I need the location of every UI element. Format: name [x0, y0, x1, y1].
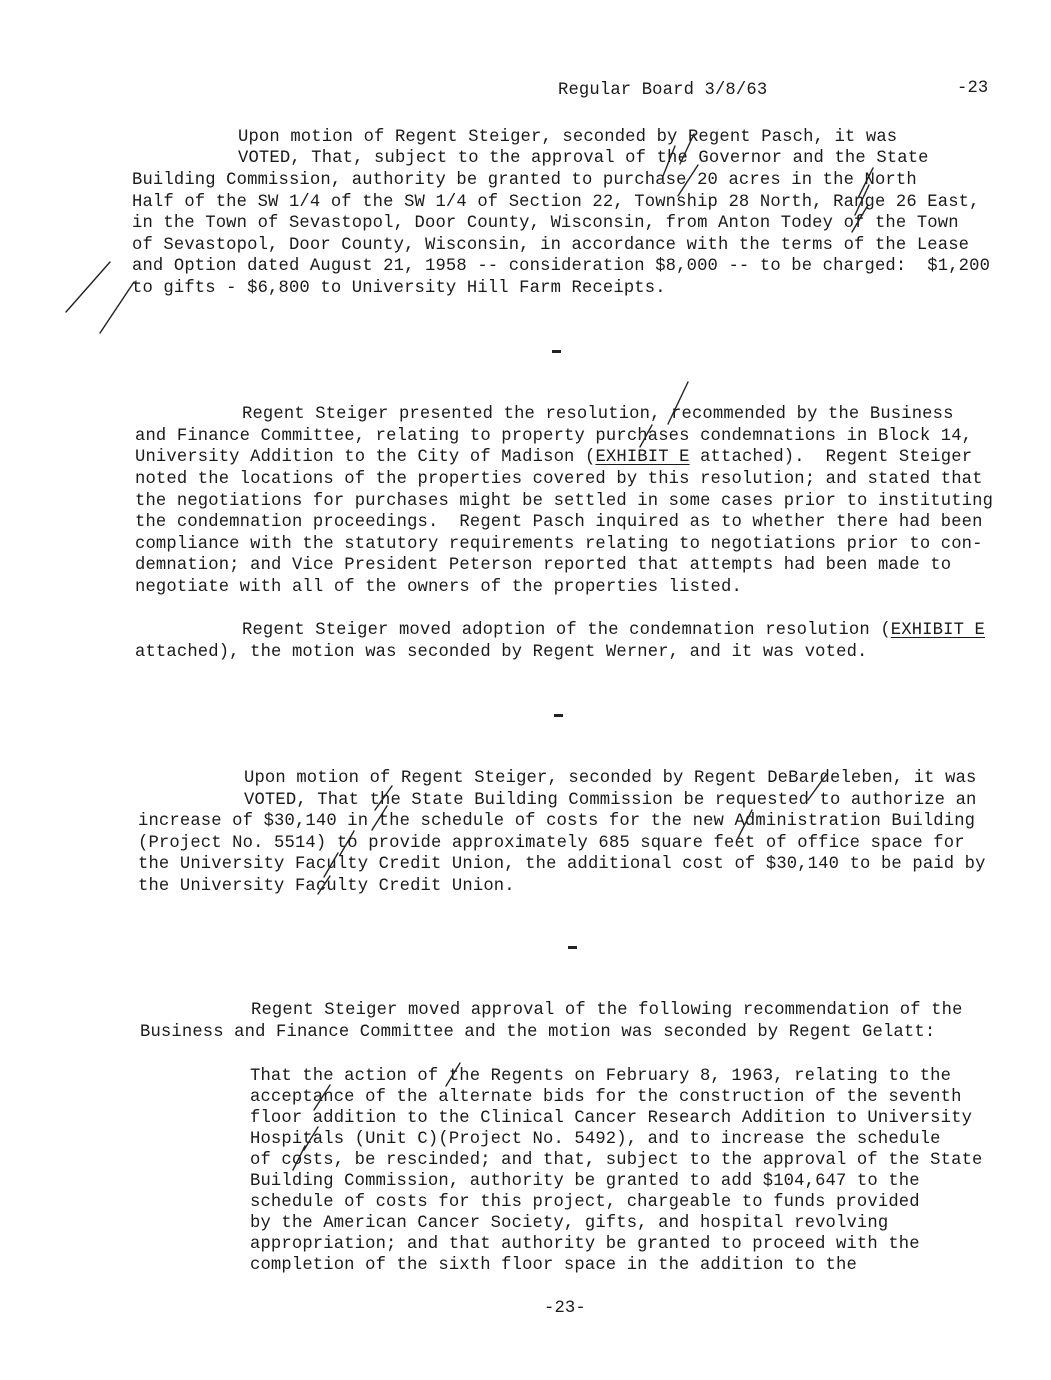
text-line: (Project No. 5514) to provide approximately 685 square feet of office space for — [138, 834, 965, 853]
text-check-mark — [738, 810, 752, 838]
text-line: the University Faculty Credit Union, the additional cost of $30,140 to be paid by — [138, 855, 986, 874]
text-line: of costs, be rescinded; and that, subject to the approval of the State — [250, 1151, 983, 1170]
text-line: Building Commission, authority be granted to add $104,647 to the — [250, 1172, 920, 1191]
text-check-mark — [372, 806, 387, 830]
text-line: demnation; and Vice President Peterson reported that attempts had been made to — [135, 556, 952, 575]
text-line: increase of $30,140 in the schedule of costs for the new Administration Building — [138, 812, 976, 831]
text-line: the condemnation proceedings. Regent Pasch inquired as to whether there had been — [135, 513, 983, 532]
text-line: VOTED, That, subject to the approval of the Governor and the State — [238, 149, 929, 168]
margin-check-mark — [66, 262, 110, 312]
text-line: completion of the sixth floor space in the addition to the — [250, 1256, 857, 1275]
text-line: Regent Steiger presented the resolution, recommended by the Business — [242, 405, 954, 424]
text-check-mark — [293, 1146, 305, 1170]
exhibit-reference: EXHIBIT E — [595, 448, 690, 467]
text-check-mark — [808, 775, 826, 800]
text-line: attached), the motion was seconded by Regent Werner, and it was voted. — [135, 643, 868, 662]
margin-check-mark — [100, 282, 134, 333]
text-line: Regent Steiger moved approval of the following recommendation of the — [251, 1001, 963, 1020]
text-line: compliance with the statutory requirements relating to negotiations prior to con- — [135, 535, 983, 554]
text-check-mark — [852, 205, 868, 232]
text-line: schedule of costs for this project, chargeable to funds provided — [250, 1193, 920, 1212]
text-line: the negotiations for purchases might be settled in some cases prior to instituting — [135, 492, 994, 511]
text-line: negotiate with all of the owners of the properties listed. — [135, 578, 742, 597]
header-page-number: -23 — [957, 79, 989, 98]
text-check-mark — [663, 146, 675, 176]
text-check-mark — [318, 876, 330, 894]
text-line: Half of the SW 1/4 of the SW 1/4 of Section 22, Township 28 North, Range 26 East, — [132, 193, 980, 212]
text-line: the University Faculty Credit Union. — [138, 877, 515, 896]
text-line: in the Town of Sevastopol, Door County, Wisconsin, from Anton Todey of the Town — [132, 214, 959, 233]
exhibit-reference: EXHIBIT E — [890, 621, 985, 640]
text-line: Business and Finance Committee and the motion was seconded by Regent Gelatt: — [140, 1023, 936, 1042]
text-check-mark — [304, 1127, 318, 1150]
text-line: by the American Cancer Society, gifts, and hospital revolving — [250, 1214, 889, 1233]
text-line: University Addition to the City of Madison (EXHIBIT E attached). Regent Steiger — [135, 448, 973, 467]
text-check-mark — [314, 1085, 330, 1110]
text-line: and Option dated August 21, 1958 -- consideration $8,000 -- to be charged: $1,200 — [132, 257, 991, 276]
footer-page-number: -23- — [544, 1299, 586, 1318]
text-line: Upon motion of Regent Steiger, seconded by Regent Pasch, it was — [238, 128, 898, 147]
text-line: VOTED, That the State Building Commission be requested to authorize an — [244, 791, 977, 810]
header-title: Regular Board 3/8/63 — [558, 81, 768, 100]
text-line: of Sevastopol, Door County, Wisconsin, in accordance with the terms of the Lease — [132, 236, 970, 255]
text-line: Upon motion of Regent Steiger, seconded by Regent DeBardeleben, it was — [244, 769, 977, 788]
text-check-mark — [340, 831, 354, 855]
text-line: floor addition to the Clinical Cancer Research Addition to University — [250, 1109, 973, 1128]
text-check-mark — [668, 382, 688, 424]
text-check-mark — [446, 1063, 460, 1086]
text-line: to gifts - $6,800 to University Hill Farm Receipts. — [132, 279, 666, 298]
text-line: appropriation; and that authority be granted to proceed with the — [250, 1235, 920, 1254]
text-check-mark — [680, 134, 694, 164]
text-line: Building Commission, authority be granted to purchase 20 acres in the North — [132, 171, 917, 190]
text-line: acceptance of the alternate bids for the construction of the seventh — [250, 1088, 962, 1107]
text-check-mark — [324, 853, 338, 877]
text-line: and Finance Committee, relating to property purchases condemnations in Block 14, — [135, 427, 973, 446]
text-check-mark — [640, 425, 652, 447]
text-line: That the action of the Regents on February 8, 1963, relating to the — [250, 1067, 952, 1086]
text-line: Hospitals (Unit C)(Project No. 5492), and to increase the schedule — [250, 1130, 941, 1149]
text-line: noted the locations of the properties covered by this resolution; and stated that — [135, 470, 983, 489]
text-line: Regent Steiger moved adoption of the condemnation resolution (EXHIBIT E — [242, 621, 985, 640]
text-check-mark — [375, 786, 392, 810]
text-check-mark — [678, 165, 698, 196]
